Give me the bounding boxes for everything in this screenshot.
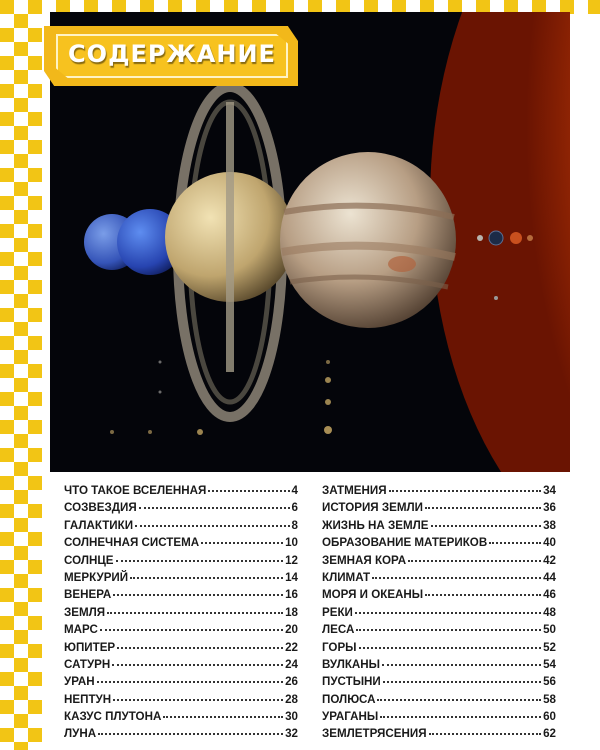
toc-entry-page: 26 [285, 675, 298, 689]
toc-entry-title: СОЛНЕЧНАЯ СИСТЕМА [64, 536, 200, 550]
toc-entry-title: УРАН [64, 675, 95, 689]
toc-entry [64, 501, 298, 518]
toc-entry-page: 8 [291, 518, 298, 532]
toc-entry-title: СОЛНЦЕ [64, 553, 114, 567]
toc-leader-dots [372, 577, 541, 579]
jupiter-shape [280, 152, 456, 328]
toc-entry-page: 14 [285, 570, 298, 584]
table-of-contents [64, 484, 560, 744]
toc-leader-dots [97, 681, 283, 683]
toc-leader-dots [382, 664, 541, 666]
toc-entry-page: 28 [285, 692, 298, 706]
checkered-left-border [0, 0, 48, 750]
toc-entry [64, 536, 298, 553]
toc-entry-title: УРАГАНЫ [322, 710, 379, 724]
toc-entry-title: ЖИЗНЬ НА ЗЕМЛЕ [322, 518, 429, 532]
toc-leader-dots [208, 490, 289, 492]
toc-entry-page: 50 [543, 623, 556, 637]
toc-entry [64, 519, 298, 536]
toc-leader-dots [356, 629, 541, 631]
toc-leader-dots [408, 560, 541, 562]
toc-entry-page: 16 [285, 588, 298, 602]
toc-entry-title: ПОЛЮСА [322, 692, 376, 706]
toc-entry-page: 46 [543, 588, 556, 602]
toc-entry-page: 56 [543, 675, 556, 689]
toc-entry-title: ЧТО ТАКОЕ ВСЕЛЕННАЯ [64, 484, 207, 497]
toc-leader-dots [431, 525, 542, 527]
toc-entry-title: САТУРН [64, 657, 111, 671]
toc-entry-title: ВЕНЕРА [64, 588, 112, 602]
toc-leader-dots [130, 577, 283, 579]
toc-entry-page: 62 [543, 727, 556, 741]
toc-entry [322, 519, 556, 536]
toc-leader-dots [163, 716, 283, 718]
toc-entry [64, 606, 298, 623]
toc-entry-page: 54 [543, 657, 556, 671]
toc-entry-title: ЮПИТЕР [64, 640, 116, 654]
toc-entry-page: 12 [285, 553, 298, 567]
toc-leader-dots [377, 699, 541, 701]
toc-entry [64, 693, 298, 710]
toc-entry-title: РЕКИ [322, 605, 353, 619]
toc-entry-title: МОРЯ И ОКЕАНЫ [322, 588, 424, 602]
toc-entry [64, 675, 298, 692]
toc-entry-title: МАРС [64, 623, 98, 637]
toc-entry-page: 18 [285, 605, 298, 619]
toc-entry-title: СОЗВЕЗДИЯ [64, 501, 137, 515]
toc-leader-dots [425, 507, 541, 509]
toc-entry-page: 20 [285, 623, 298, 637]
toc-entry-title: НЕПТУН [64, 692, 112, 706]
toc-leader-dots [135, 525, 289, 527]
toc-entry-title: ИСТОРИЯ ЗЕМЛИ [322, 501, 423, 515]
mars-shape [527, 235, 533, 241]
toc-entry [322, 554, 556, 571]
toc-entry-page: 60 [543, 710, 556, 724]
toc-entry [64, 623, 298, 640]
toc-leader-dots [389, 490, 542, 492]
moon-shape [494, 296, 498, 300]
toc-entry-title: ГОРЫ [322, 640, 357, 654]
page-title: СОДЕРЖАНИЕ [68, 40, 276, 68]
toc-entry [64, 571, 298, 588]
toc-entry-title: ГАЛАКТИКИ [64, 518, 134, 532]
toc-entry [322, 710, 556, 727]
toc-entry-page: 6 [291, 501, 298, 515]
toc-entry [64, 588, 298, 605]
toc-entry-title: МЕРКУРИЙ [64, 570, 129, 584]
toc-leader-dots [380, 716, 541, 718]
toc-entry-title: ЛУНА [64, 727, 97, 741]
toc-column-right [322, 484, 556, 745]
toc-leader-dots [107, 612, 283, 614]
toc-leader-dots [429, 733, 542, 735]
toc-leader-dots [117, 647, 283, 649]
toc-entry-page: 38 [543, 518, 556, 532]
toc-leader-dots [489, 542, 541, 544]
toc-leader-dots [425, 594, 541, 596]
toc-entry-page: 32 [285, 727, 298, 741]
toc-entry-page: 36 [543, 501, 556, 515]
toc-entry [64, 710, 298, 727]
earth-shape [489, 231, 503, 245]
toc-entry-page: 48 [543, 605, 556, 619]
toc-entry [322, 588, 556, 605]
toc-entry-title: ОБРАЗОВАНИЕ МАТЕРИКОВ [322, 536, 488, 550]
toc-entry-page: 42 [543, 553, 556, 567]
toc-entry [64, 727, 298, 744]
toc-entry-page: 44 [543, 570, 556, 584]
toc-entry [322, 641, 556, 658]
toc-entry [322, 571, 556, 588]
toc-leader-dots [113, 594, 283, 596]
toc-leader-dots [139, 507, 290, 509]
toc-entry [64, 484, 298, 501]
toc-leader-dots [112, 664, 283, 666]
toc-entry [322, 623, 556, 640]
toc-leader-dots [100, 629, 283, 631]
toc-leader-dots [383, 681, 541, 683]
toc-leader-dots [355, 612, 541, 614]
toc-entry-page: 22 [285, 640, 298, 654]
toc-entry-page: 34 [543, 484, 556, 497]
toc-entry [322, 727, 556, 744]
toc-entry [322, 501, 556, 518]
toc-entry [322, 693, 556, 710]
toc-entry-title: ВУЛКАНЫ [322, 657, 381, 671]
toc-entry-title: ЗЕМЛЯ [64, 605, 106, 619]
toc-entry-page: 52 [543, 640, 556, 654]
toc-entry-title: КЛИМАТ [322, 570, 371, 584]
toc-entry-page: 40 [543, 536, 556, 550]
toc-entry [322, 606, 556, 623]
mercury-shape [477, 235, 483, 241]
toc-entry-page: 10 [285, 536, 298, 550]
toc-entry-page: 30 [285, 710, 298, 724]
toc-entry-page: 24 [285, 657, 298, 671]
toc-entry [64, 554, 298, 571]
toc-entry [64, 658, 298, 675]
toc-leader-dots [113, 699, 283, 701]
toc-entry-title: ЛЕСА [322, 623, 355, 637]
toc-entry [322, 536, 556, 553]
toc-leader-dots [201, 542, 283, 544]
toc-entry-title: ЗЕМЛЕТРЯСЕНИЯ [322, 727, 427, 741]
toc-column-left [64, 484, 298, 745]
toc-leader-dots [116, 560, 284, 562]
toc-leader-dots [359, 647, 542, 649]
toc-leader-dots [98, 733, 283, 735]
toc-entry [322, 675, 556, 692]
toc-entry-page: 4 [291, 484, 298, 497]
toc-entry-title: ЗАТМЕНИЯ [322, 484, 387, 497]
toc-entry [64, 641, 298, 658]
toc-entry [322, 658, 556, 675]
toc-entry-title: КАЗУС ПЛУТОНА [64, 710, 162, 724]
toc-entry-title: ЗЕМНАЯ КОРА [322, 553, 407, 567]
toc-entry-title: ПУСТЫНИ [322, 675, 381, 689]
toc-entry-page: 58 [543, 692, 556, 706]
toc-entry [322, 484, 556, 501]
venus-shape [510, 232, 522, 244]
